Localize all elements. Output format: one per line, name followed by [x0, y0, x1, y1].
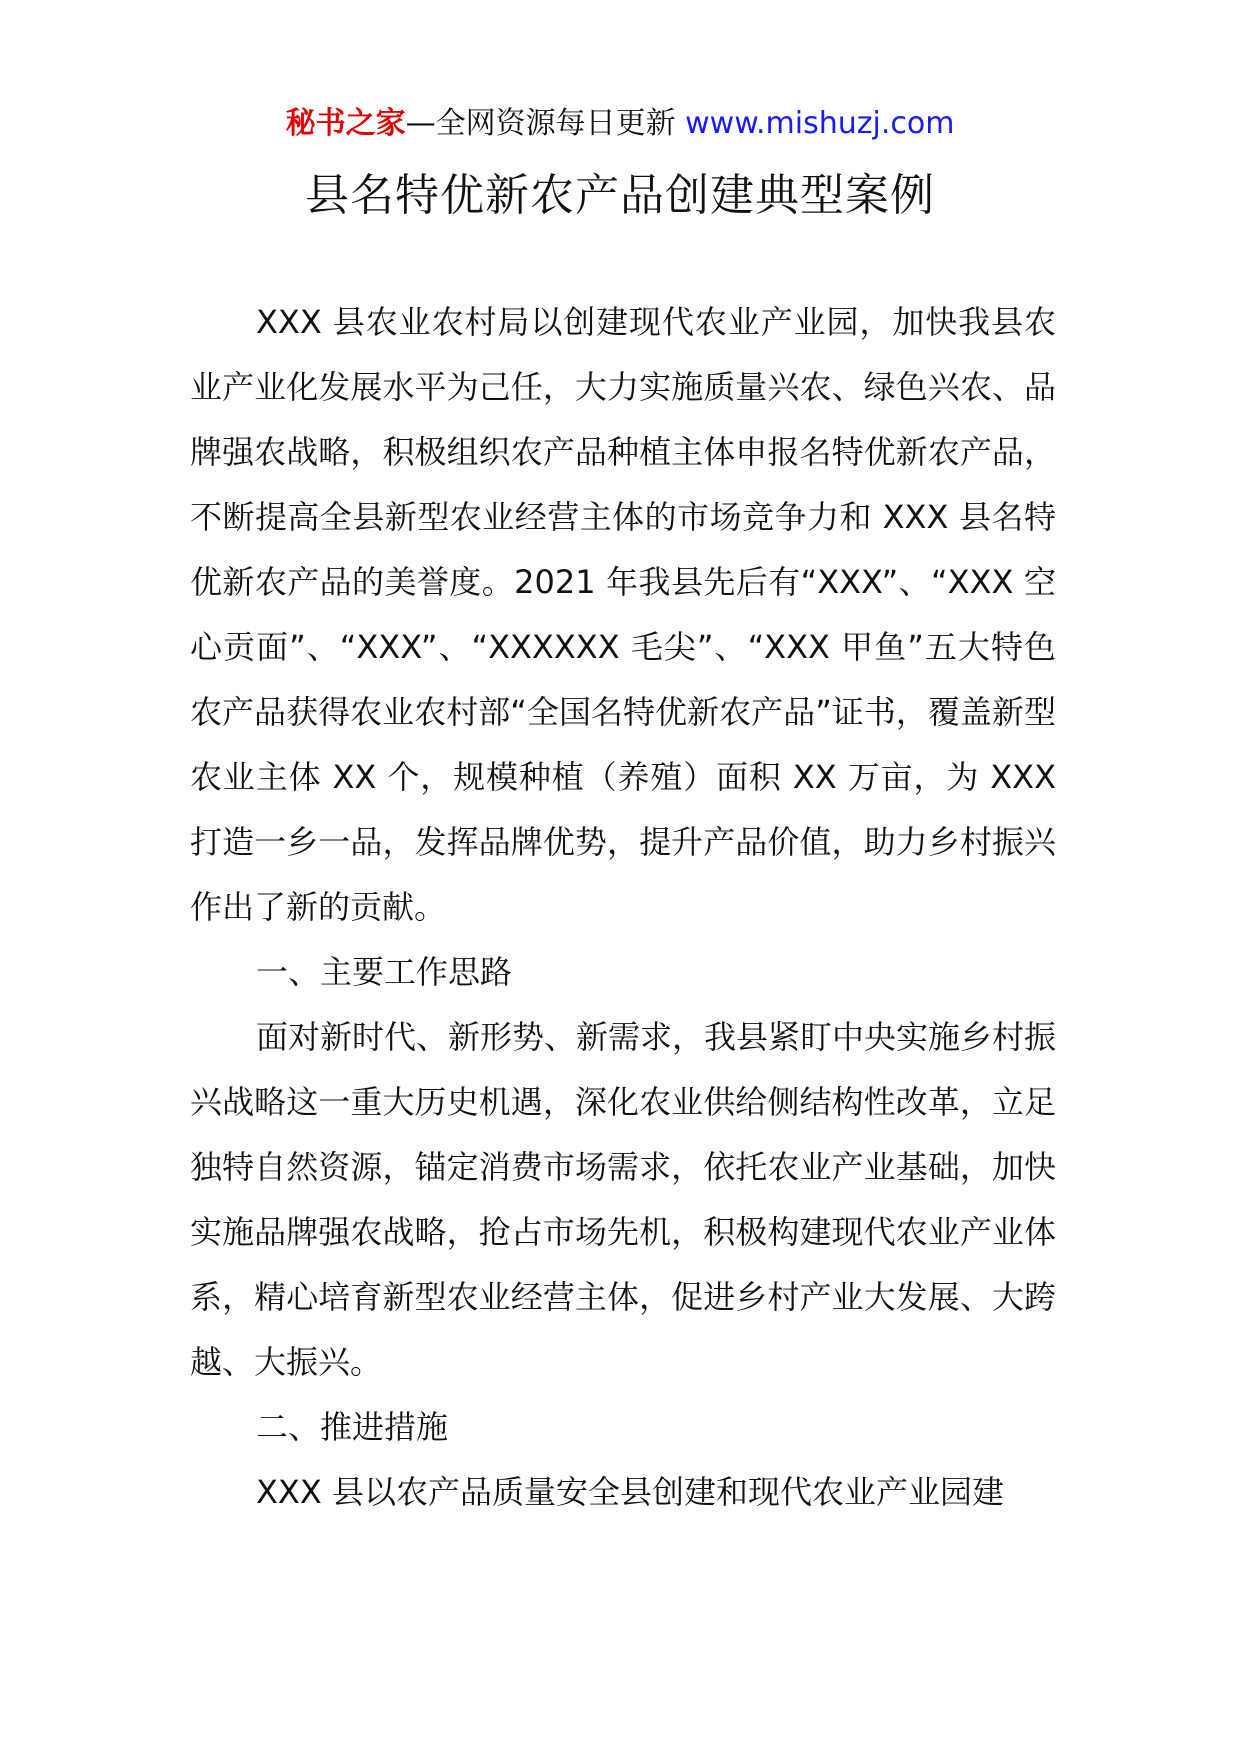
site-url-link[interactable]: www.mishuzj.com — [685, 106, 955, 141]
section-heading-work-approach: 一、主要工作思路 — [256, 953, 513, 991]
document-body — [190, 290, 1056, 1525]
section-heading-measures: 二、推进措施 — [256, 1408, 449, 1446]
measures-paragraph: XXX 县以农产品质量安全县创建和现代农业产业园建 — [256, 1473, 1004, 1511]
site-brand: 秘书之家 — [285, 106, 406, 141]
intro-paragraph: XXX 县农业农村局以创建现代农业产业园，加快我县农业产业化发展水平为己任，大力实施质量兴农、绿色兴农、品牌强农战略，积极组织农产品种植主体申报名特优新农产品，不断提高全县新型农业经营主体的市场竞争力和 XXX 县名特优新农产品的美誉度。2021 年我县先后有“XXX”、“XXX 空心贡面”、“XXX”、“XXXXXX 毛尖”、“XXX 甲鱼”五大特色农产品获得农业农村部“全国名特优新农产品”证书，覆盖新型农业主体 XX 个，规模种植（养殖）面积 XX 万亩，为 XXX 打造一乡一品，发挥品牌优势，提升产品价值，助力乡村振兴作出了新的贡献。 — [190, 303, 1056, 926]
site-slogan: —全网资源每日更新 — [405, 106, 676, 141]
site-header — [0, 100, 1240, 148]
work-approach-paragraph: 面对新时代、新形势、新需求，我县紧盯中央实施乡村振兴战略这一重大历史机遇，深化农业供给侧结构性改革，立足独特自然资源，锚定消费市场需求，依托农业产业基础，加快实施品牌强农战略，抢占市场先机，积极构建现代农业产业体系，精心培育新型农业经营主体，促进乡村产业大发展、大跨越、大振兴。 — [190, 1018, 1057, 1381]
document-title: 县名特优新农产品创建典型案例 — [305, 170, 935, 221]
